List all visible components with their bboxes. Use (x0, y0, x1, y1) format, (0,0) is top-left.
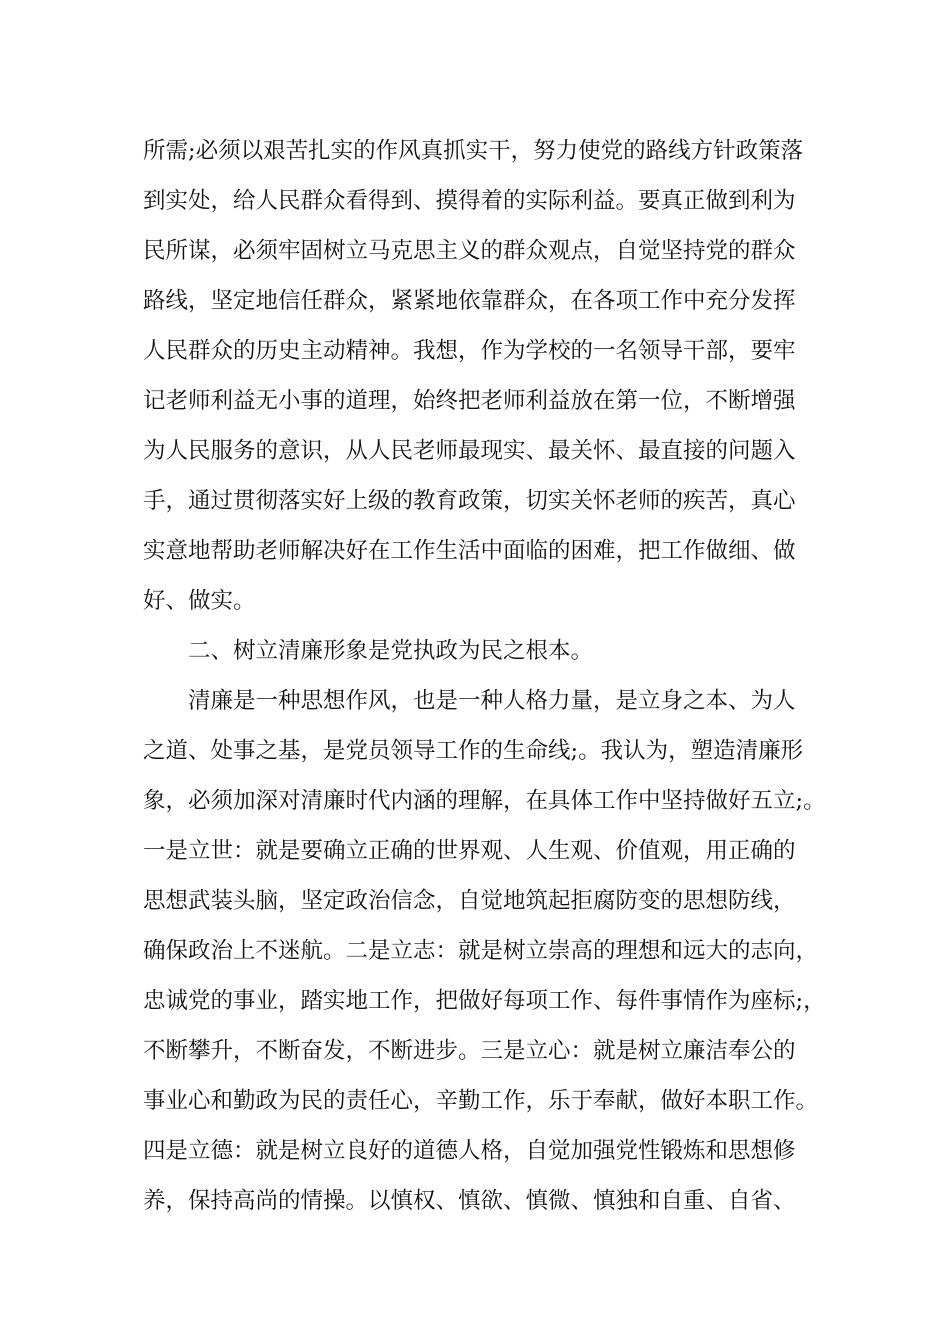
section-heading: 二、树立清廉形象是党执政为民之根本。 (188, 638, 594, 664)
text-line: 好、做实。 (143, 588, 256, 614)
text-line: 记老师利益无小事的道理，始终把老师利益放在第一位，不断增强 (143, 388, 796, 414)
text-line: 所需;必须以艰苦扎实的作风真抓实干，努力使党的路线方针政策落 (143, 138, 804, 164)
text-line: 养，保持高尚的情操。以慎权、慎欲、慎微、慎独和自重、自省、 (143, 1188, 796, 1214)
text-line: 象，必须加深对清廉时代内涵的理解，在具体工作中坚持做好五立;。 (143, 788, 826, 814)
text-line: 民所谋，必须牢固树立马克思主义的群众观点，自觉坚持党的群众 (143, 238, 796, 264)
text-line: 路线，坚定地信任群众，紧紧地依靠群众，在各项工作中充分发挥 (143, 288, 796, 314)
text-line: 为人民服务的意识，从人民老师最现实、最关怀、最直接的问题入 (143, 438, 796, 464)
text-line: 四是立德：就是树立良好的道德人格，自觉加强党性锻炼和思想修 (143, 1138, 796, 1164)
text-line: 忠诚党的事业，踏实地工作，把做好每项工作、每件事情作为座标;， (143, 988, 826, 1014)
text-line: 一是立世：就是要确立正确的世界观、人生观、价值观，用正确的 (143, 838, 796, 864)
text-line: 之道、处事之基，是党员领导工作的生命线;。我认为，塑造清廉形 (143, 738, 804, 764)
text-line: 人民群众的历史主动精神。我想，作为学校的一名领导干部，要牢 (143, 338, 796, 364)
text-line: 确保政治上不迷航。二是立志：就是树立崇高的理想和远大的志向， (143, 938, 819, 964)
text-line: 清廉是一种思想作风，也是一种人格力量，是立身之本、为人 (188, 688, 796, 714)
text-line: 手，通过贯彻落实好上级的教育政策，切实关怀老师的疾苦，真心 (143, 488, 796, 514)
text-line: 事业心和勤政为民的责任心，辛勤工作，乐于奉献，做好本职工作。 (143, 1088, 819, 1114)
text-line: 实意地帮助老师解决好在工作生活中面临的困难，把工作做细、做 (143, 538, 796, 564)
text-line: 到实处，给人民群众看得到、摸得着的实际利益。要真正做到利为 (143, 188, 796, 214)
text-line: 思想武装头脑，坚定政治信念，自觉地筑起拒腐防变的思想防线， (143, 888, 796, 914)
text-line: 不断攀升，不断奋发，不断进步。三是立心：就是树立廉洁奉公的 (143, 1038, 796, 1064)
